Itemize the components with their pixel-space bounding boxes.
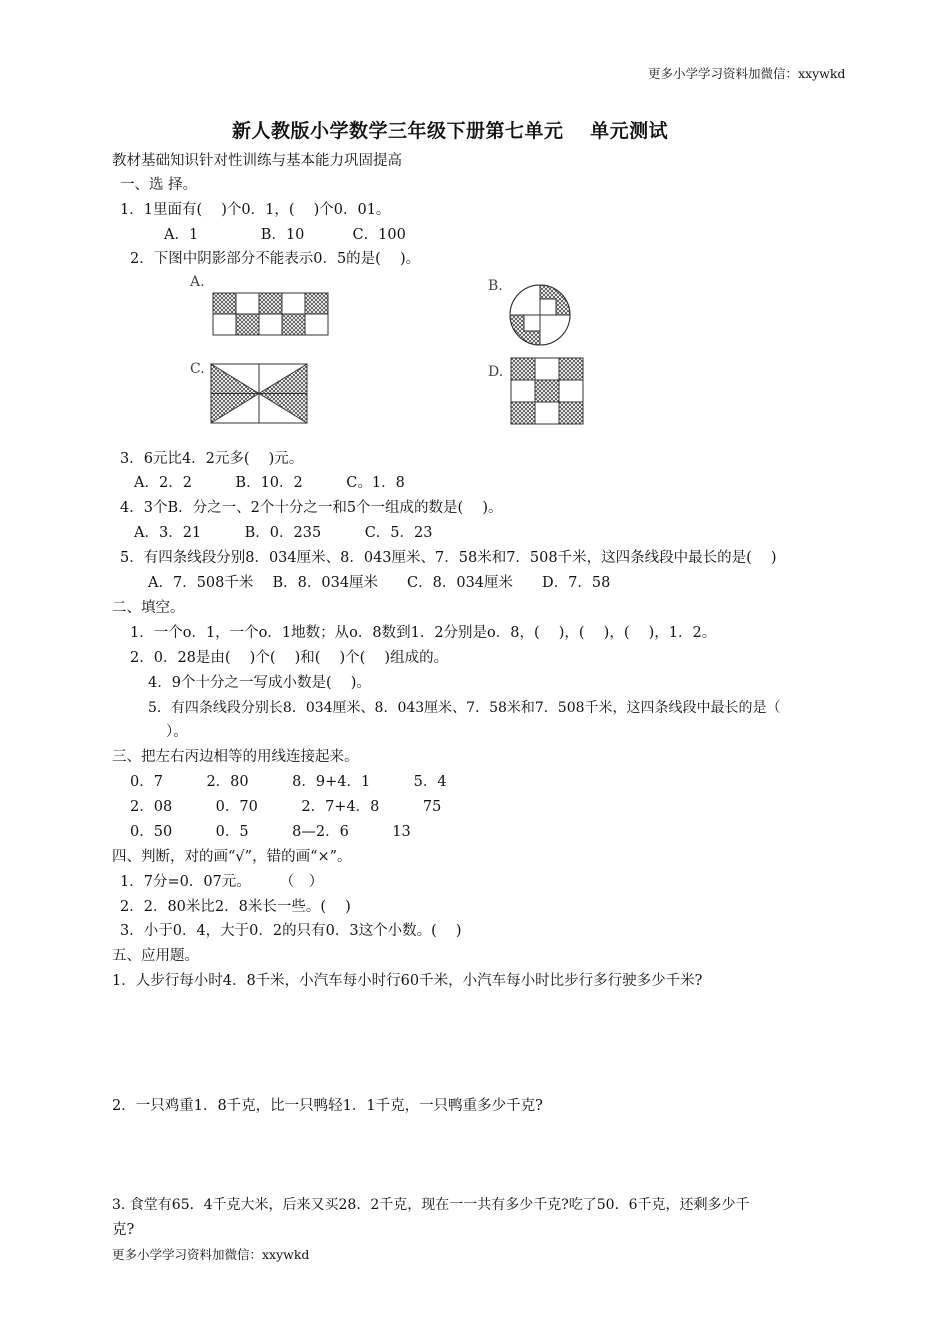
s5-question-3-cont: 克?: [112, 1222, 135, 1238]
s4-question-1: 1．7分=0．07元。 （ ）: [120, 874, 324, 890]
s1-question-5: 5．有四条线段分别8．034厘米、8．043厘米、7．58米和7．508千米，这四条线段中最长的是( ): [120, 550, 777, 566]
s1-question-5-options: A．7．508千米 B．8．034厘米 C．8．034厘米 D．7．58: [148, 575, 611, 591]
figure-a-grid: [212, 292, 330, 337]
section4-heading: 四、判断，对的画“√”，错的画“×”。: [112, 849, 352, 865]
s3-row-1: 0．7 2．80 8．9+4．1 5．4: [130, 774, 447, 790]
s1-question-3: 3．6元比4．2元多( )元。: [120, 451, 304, 467]
s1-question-1: 1．1里面有( )个0．1，( )个0．01。: [120, 202, 391, 218]
figure-b-label: B.: [488, 278, 503, 294]
s1-question-3-options: A．2．2 B．10．2 C。1．8: [134, 475, 405, 491]
s2-question-5-cont: ）。: [166, 724, 188, 740]
s4-question-3: 3．小于0．4，大于0．2的只有0．3这个小数。( ): [120, 923, 462, 939]
s1-question-4: 4．3个B．分之一、2个十分之一和5个一组成的数是( )。: [120, 500, 503, 516]
section2-heading: 二、填空。: [112, 600, 185, 616]
footer-note: 更多小学学习资料加微信：xxywkd: [112, 1247, 310, 1262]
s2-question-1: 1．一个o．1，一个o．1地数；从o．8数到1．2分别是o．8，( )，( )，( )，1．2。: [130, 625, 717, 641]
figure-c-label: C.: [190, 361, 205, 377]
s3-row-3: 0．50 0．5 8—2．6 13: [130, 824, 411, 840]
s4-question-2: 2．2．80米比2．8米长一些。( ): [120, 899, 351, 915]
figure-b-circle: [508, 283, 572, 347]
figure-c-rectangle: [210, 363, 308, 424]
s5-question-2: 2．一只鸡重1．8千克，比一只鸭轻1．1千克，一只鸭重多少千克?: [112, 1098, 543, 1114]
s1-question-2: 2．下图中阴影部分不能表示0．5的是( )。: [130, 251, 421, 267]
header-note: 更多小学学习资料加微信：xxywkd: [648, 66, 846, 81]
figure-d-grid: [510, 357, 584, 427]
s2-question-5: 5．有四条线段分别长8．034厘米、8．043厘米、7．58米和7．508千米，这四条线段中最长的是（: [148, 700, 781, 716]
s1-question-1-options: A．1 B．10 C．100: [164, 227, 406, 243]
s5-question-3: 3. 食堂有65．4千克大米，后来又买28．2千克，现在一一共有多少千克?吃了50．6千克，还剩多少千: [112, 1197, 750, 1213]
s2-question-2: 2．0．28是由( )个( )和( )个( )组成的。: [130, 650, 449, 666]
section1-heading: 一、选 择。: [120, 177, 198, 193]
section3-heading: 三、把左右丙边相等的用线连接起来。: [112, 749, 359, 765]
figure-a-label: A.: [190, 274, 205, 290]
figure-d-label: D.: [488, 364, 504, 380]
s2-question-4: 4．9个十分之一写成小数是( )。: [148, 675, 371, 691]
s3-row-2: 2．08 0．70 2．7+4．8 75: [130, 799, 442, 815]
subtitle: 教材基础知识针对性训练与基本能力巩固提高: [112, 153, 402, 169]
s1-question-4-options: A．3．21 B．0．235 C．5．23: [134, 525, 433, 541]
section5-heading: 五、应用题。: [112, 948, 199, 964]
s5-question-1: 1．人步行每小时4．8千米，小汽车每小时行60千米，小汽车每小时比步行多行驶多少千米?: [112, 973, 703, 989]
page-title: 新人教版小学数学三年级下册第七单元 单元测试: [232, 120, 669, 142]
